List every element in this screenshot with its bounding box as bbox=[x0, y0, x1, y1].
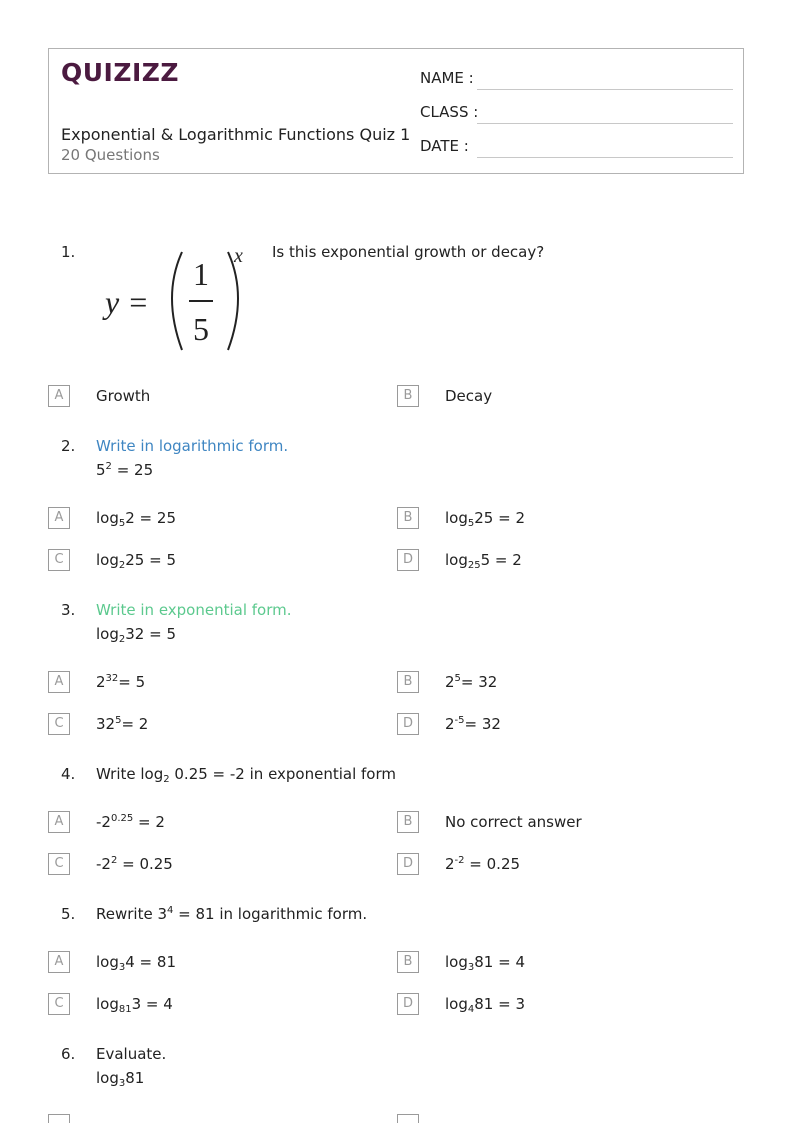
option-a-letter[interactable]: A bbox=[48, 507, 70, 529]
question-instruction: Write in logarithmic form. bbox=[96, 437, 289, 455]
option-d-letter[interactable]: D bbox=[397, 993, 419, 1015]
formula-denominator: 5 bbox=[193, 311, 209, 347]
option-a-letter[interactable]: A bbox=[48, 385, 70, 407]
quiz-title: Exponential & Logarithmic Functions Quiz 1 bbox=[61, 125, 411, 144]
question-text: Evaluate. bbox=[96, 1045, 167, 1063]
option-d-letter[interactable]: D bbox=[397, 549, 419, 571]
name-field[interactable] bbox=[477, 89, 733, 90]
option-a-letter[interactable]: A bbox=[48, 671, 70, 693]
option-b-letter-partial[interactable] bbox=[397, 1114, 419, 1123]
name-label: NAME : bbox=[420, 69, 474, 87]
option-d[interactable]: $2^{-5}= 32$ bbox=[445, 715, 501, 733]
option-b-letter[interactable]: B bbox=[397, 811, 419, 833]
question-number: 4. bbox=[61, 765, 76, 783]
option-b[interactable]: $\log_525 = 2$ bbox=[445, 509, 525, 529]
formula-image bbox=[100, 240, 260, 360]
option-b[interactable]: Decay bbox=[445, 387, 493, 405]
option-b-letter[interactable]: B bbox=[397, 507, 419, 529]
option-b[interactable]: No correct answer bbox=[445, 813, 582, 831]
option-c-letter[interactable]: C bbox=[48, 713, 70, 735]
question-text: Is this exponential growth or decay? bbox=[272, 243, 545, 261]
question-number: 6. bbox=[61, 1045, 76, 1063]
formula-exponent: x bbox=[234, 245, 243, 267]
class-label: CLASS : bbox=[420, 103, 479, 121]
question-text: Write $\log_2 0.25 = -2$ in exponential form bbox=[96, 765, 396, 785]
option-c-letter[interactable]: C bbox=[48, 853, 70, 875]
option-d[interactable]: $2^{-2} = 0.25$ bbox=[445, 855, 521, 873]
option-a-letter[interactable]: A bbox=[48, 811, 70, 833]
option-a[interactable]: $\log_34 = 81$ bbox=[96, 953, 176, 973]
class-field[interactable] bbox=[477, 123, 733, 124]
option-d[interactable]: $\log_481 = 3$ bbox=[445, 995, 525, 1015]
option-a[interactable]: $\log_52 = 25$ bbox=[96, 509, 176, 529]
formula-lhs: y = bbox=[105, 284, 149, 320]
option-b-letter[interactable]: B bbox=[397, 671, 419, 693]
question-number: 5. bbox=[61, 905, 76, 923]
option-a[interactable]: $-2^{0.25} = 2$ bbox=[96, 813, 165, 831]
question-number: 3. bbox=[61, 601, 76, 619]
option-b-letter[interactable]: B bbox=[397, 385, 419, 407]
question-number: 2. bbox=[61, 437, 76, 455]
option-d[interactable]: $\log_{25}5 = 2$ bbox=[445, 551, 522, 571]
option-b[interactable]: $2^5= 32$ bbox=[445, 673, 498, 691]
question-count: 20 Questions bbox=[61, 146, 160, 164]
formula-numerator: 1 bbox=[193, 256, 209, 292]
question-expression: $5^2 = 25$ bbox=[96, 461, 154, 479]
date-field[interactable] bbox=[477, 157, 733, 158]
question-number: 1. bbox=[61, 243, 76, 261]
option-c-letter[interactable]: C bbox=[48, 549, 70, 571]
question-expression: $\log_232 = 5$ bbox=[96, 625, 176, 645]
option-b-letter[interactable]: B bbox=[397, 951, 419, 973]
option-d-letter[interactable]: D bbox=[397, 853, 419, 875]
option-a[interactable]: $2^{32}= 5$ bbox=[96, 673, 146, 691]
question-text: Rewrite $3^4 = 81$ in logarithmic form. bbox=[96, 905, 368, 923]
left-paren bbox=[172, 252, 182, 350]
question-expression: $\log_381$ bbox=[96, 1069, 145, 1089]
option-c[interactable]: $-2^2 = 0.25$ bbox=[96, 855, 173, 873]
question-instruction: Write in exponential form. bbox=[96, 601, 292, 619]
option-c[interactable]: $\log_225 = 5$ bbox=[96, 551, 176, 571]
option-a-letter[interactable]: A bbox=[48, 951, 70, 973]
option-a[interactable]: Growth bbox=[96, 387, 151, 405]
option-a-letter-partial[interactable] bbox=[48, 1114, 70, 1123]
option-d-letter[interactable]: D bbox=[397, 713, 419, 735]
option-c[interactable]: $\log_{81}3 = 4$ bbox=[96, 995, 173, 1015]
date-label: DATE : bbox=[420, 137, 469, 155]
quizizz-logo: QUIZIZZ bbox=[61, 58, 180, 87]
option-c-letter[interactable]: C bbox=[48, 993, 70, 1015]
option-c[interactable]: $32^5= 2$ bbox=[96, 715, 149, 733]
option-b[interactable]: $\log_381 = 4$ bbox=[445, 953, 525, 973]
